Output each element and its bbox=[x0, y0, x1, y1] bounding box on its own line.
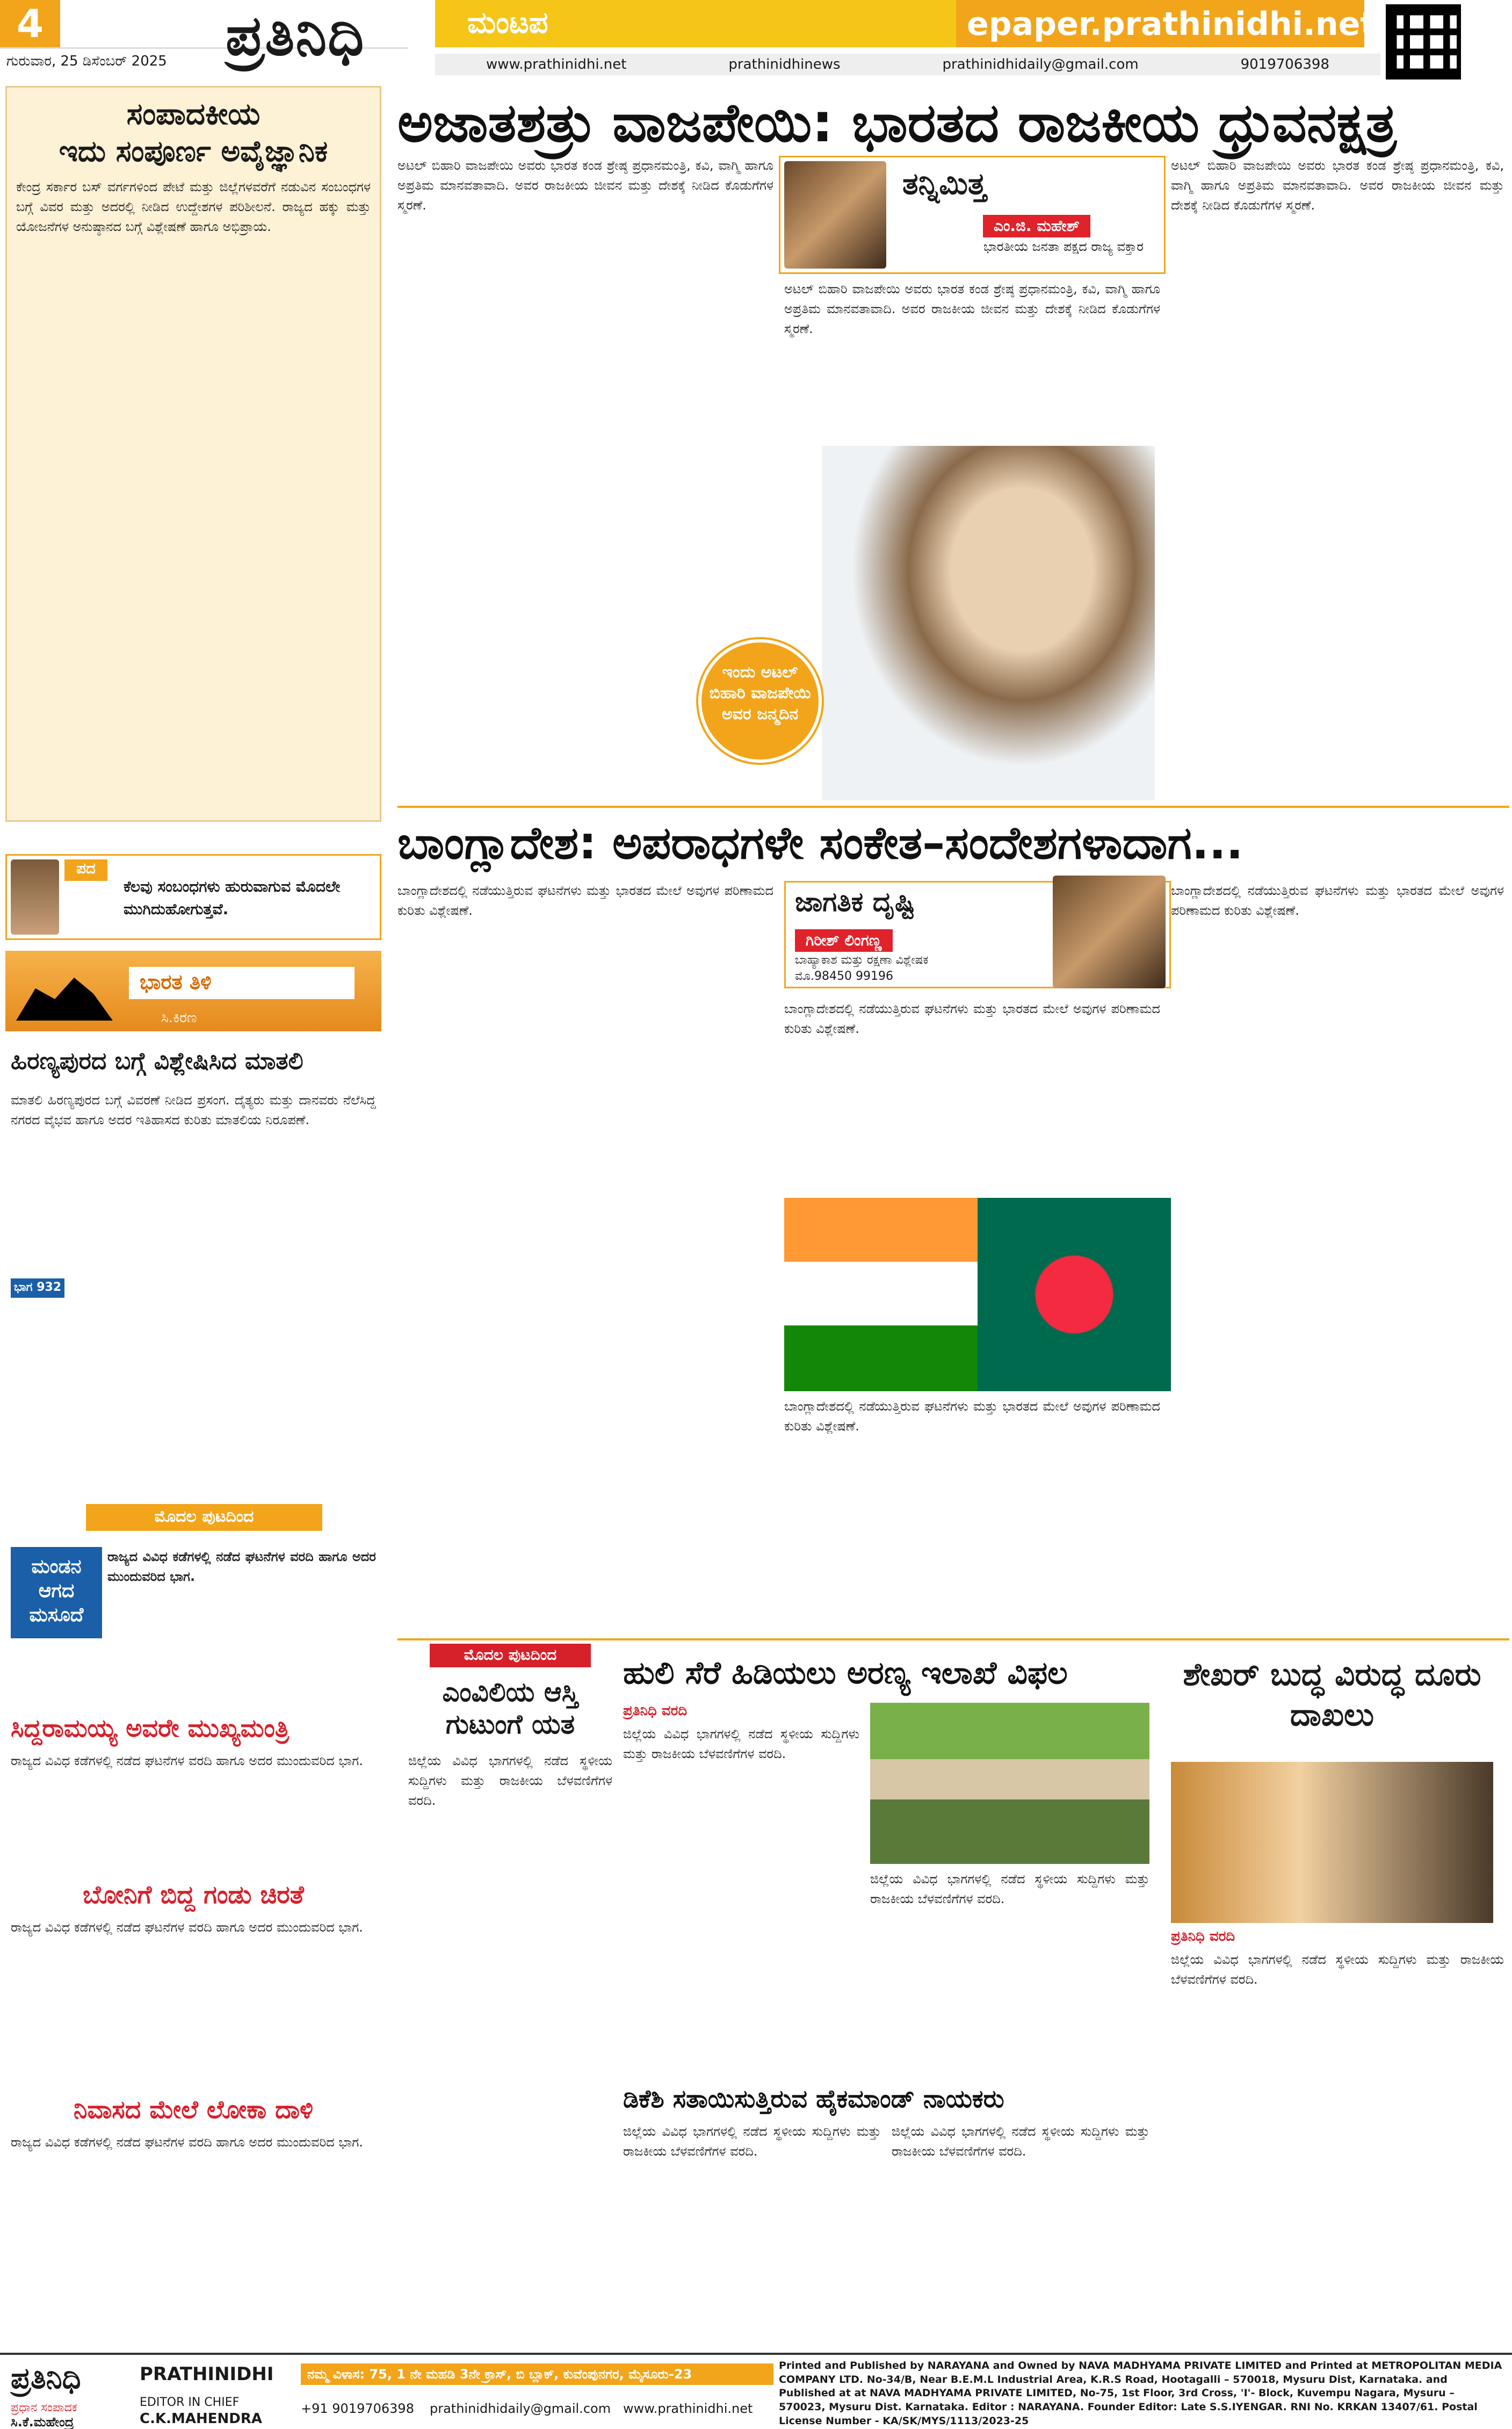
second-body-col2: ಬಾಂಗ್ಲಾದೇಶದಲ್ಲಿ ನಡೆಯುತ್ತಿರುವ ಘಟನೆಗಳು ಮತ್ತು ಭಾರತದ ಮೇಲೆ ಅವುಗಳ ಪರಿಣಾಮದ ಕುರಿತು ವಿಶ್ಲೇಷಣೆ. bbox=[784, 1001, 1160, 1037]
lead-body-col3: ಅಟಲ್ ಬಿಹಾರಿ ವಾಜಪೇಯಿ ಅವರು ಭಾರತ ಕಂಡ ಶ್ರೇಷ್ಠ ಪ್ರಧಾನಮಂತ್ರಿ, ಕವಿ, ವಾಗ್ಮಿ ಹಾಗೂ ಅಪ್ರತಿಮ ಮಾನವತಾವಾದಿ. ಅವರ ರಾಜಕೀಯ ಜೀವನ ಮತ್ತು ದೇಶಕ್ಕೆ ನೀಡಿದ ಕೊಡುಗೆಗಳ ಸ್ಮರಣೆ. bbox=[1171, 158, 1504, 213]
second-column-name: ಜಾಗತಿಕ ದೃಷ್ಟಿ bbox=[795, 886, 915, 917]
india-flag bbox=[784, 1198, 978, 1391]
second-columnist-photo bbox=[1053, 876, 1166, 988]
footer-address: ನಮ್ಮ ವಿಳಾಸ: 75, 1 ನೇ ಮಹಡಿ 3ನೇ ಕ್ರಾಸ್, ಬಿ ಬ್ಲಾಕ್, ಕುವೆಂಪುನಗರ, ಮೈಸೂರು-23 bbox=[301, 2363, 773, 2385]
footer-phone: +91 9019706398 bbox=[301, 2401, 414, 2416]
epaper-link[interactable]: epaper.prathinidhi.net bbox=[956, 0, 1364, 47]
section-name: ಮಂಟಪ bbox=[435, 0, 983, 47]
columnist-role: ಭಾರತೀಯ ಜನತಾ ಪಕ್ಷದ ರಾಜ್ಯ ವಕ್ತಾರ bbox=[983, 239, 1144, 254]
shekhar-source: ಪ್ರತಿನಿಧಿ ವರದಿ bbox=[1171, 1928, 1235, 1944]
divider bbox=[397, 1638, 1509, 1640]
lead-body-col1: ಅಟಲ್ ಬಿಹಾರಿ ವಾಜಪೇಯಿ ಅವರು ಭಾರತ ಕಂಡ ಶ್ರೇಷ್ಠ ಪ್ರಧಾನಮಂತ್ರಿ, ಕವಿ, ವಾಗ್ಮಿ ಹಾಗೂ ಅಪ್ರತಿಮ ಮಾನವತಾವಾದಿ. ಅವರ ರಾಜಕೀಯ ಜೀವನ ಮತ್ತು ದೇಶಕ್ಕೆ ನೀಡಿದ ಕೊಡುಗೆಗಳ ಸ್ಮರಣೆ. bbox=[397, 158, 773, 213]
footer-chief-en-name: C.K.MAHENDRA bbox=[140, 2411, 262, 2427]
dks-title: ಡಿಕೆಶಿ ಸತಾಯಿಸುತ್ತಿರುವ ಹೈಕಮಾಂಡ್ ನಾಯಕರು bbox=[623, 2084, 1004, 2113]
shekhar-body: ಜಿಲ್ಲೆಯ ವಿವಿಧ ಭಾಗಗಳಲ್ಲಿ ನಡೆದ ಸ್ಥಳೀಯ ಸುದ್ದಿಗಳು ಮತ್ತು ರಾಜಕೀಯ ಬೆಳವಣಿಗೆಗಳ ವರದಿ. bbox=[1171, 1952, 1504, 1987]
footer-imprint: Printed and Published by NARAYANA and Owned by NAVA MADHYAMA PRIVATE LIMITED and Printed at METROPOLITAN MEDIA COMPANY LTD. No-34/B, Near B.E.M.L Industrial Area, K.R.S Road, Hootagalli – 570018, Mysuru Dist, Karnataka. and Published at at NAVA MADHYAMA PRIVATE LIMITED, No-75, 1st Floor, 3rd Cross, 'I'- Block, Kuvempu Nagara, Mysuru – 570023, Mysuru Dist. Karnataka. Editor : NARAYANA. Founder Editor: Late S.S.IYENGAR. RNI No. KRKAN 13407/61. Postal License Number - KA/SK/MYS/1113/2023-25 bbox=[779, 2360, 1502, 2427]
pada-label: ಪದ bbox=[64, 859, 107, 881]
bangladesh-flag bbox=[978, 1198, 1171, 1391]
shekhar-photo bbox=[1171, 1762, 1493, 1923]
huli-body-col1: ಜಿಲ್ಲೆಯ ವಿವಿಧ ಭಾಗಗಳಲ್ಲಿ ನಡೆದ ಸ್ಥಳೀಯ ಸುದ್ದಿಗಳು ಮತ್ತು ರಾಜಕೀಯ ಬೆಳವಣಿಗೆಗಳ ವರದಿ. bbox=[623, 1726, 859, 1762]
vajpayee-photo bbox=[822, 446, 1155, 800]
bottom-first-label: ಮೊದಲ ಪುಟದಿಂದ bbox=[430, 1644, 591, 1667]
niwasa-title: ನಿವಾಸದ ಮೇಲೆ ಲೋಕಾ ದಾಳಿ bbox=[73, 2095, 314, 2124]
emv-body: ಜಿಲ್ಲೆಯ ವಿವಿಧ ಭಾಗಗಳಲ್ಲಿ ನಡೆದ ಸ್ಥಳೀಯ ಸುದ್ದಿಗಳು ಮತ್ತು ರಾಜಕೀಯ ಬೆಳವಣಿಗೆಗಳ ವರದಿ. bbox=[408, 1753, 612, 1809]
qr-code-icon bbox=[1386, 4, 1461, 79]
editorial-body: ಕೇಂದ್ರ ಸರ್ಕಾರ ಬಸ್ ವರ್ಗಗಳಿಂದ ಪೇಟೆ ಮತ್ತು ಜಿಲ್ಲೆಗಳವರೆಗೆ ನಡುವಿನ ಸಂಬಂಧಗಳ ಬಗ್ಗೆ ವಿವರ ಮತ್ತು ಅದರಲ್ಲಿ ನೀಡಿದ ಉದ್ದೇಶಗಳ ಪರಿಶೀಲನೆ. ರಾಜ್ಯದ ಹಕ್ಕು ಮತ್ತು ಯೋಜನೆಗಳ ಅನುಷ್ಠಾನದ ಬಗ್ಗೆ ವಿಶ್ಲೇಷಣೆ ಹಾಗೂ ಅಭಿಪ್ರಾಯ. bbox=[16, 179, 371, 235]
email-link[interactable]: prathinidhidaily@gmail.com bbox=[942, 56, 1139, 73]
second-columnist-role: ಬಾಹ್ಯಾಕಾಶ ಮತ್ತು ರಕ್ಷಣಾ ವಿಶ್ಲೇಷಕ bbox=[795, 953, 929, 967]
columnist-photo bbox=[784, 161, 886, 269]
mandana-body: ರಾಜ್ಯದ ವಿವಿಧ ಕಡೆಗಳಲ್ಲಿ ನಡೆದ ಘಟನೆಗಳ ವರದಿ ಹಾಗೂ ಅದರ ಮುಂದುವರಿದ ಭಾಗ. bbox=[107, 1549, 376, 1585]
siddaramaiah-body: ರಾಜ್ಯದ ವಿವಿಧ ಕಡೆಗಳಲ್ಲಿ ನಡೆದ ಘಟನೆಗಳ ವರದಿ ಹಾಗೂ ಅದರ ಮುಂದುವರಿದ ಭಾಗ. bbox=[11, 1753, 363, 1768]
date: ಗುರುವಾರ, 25 ಡಿಸೆಂಬರ್ 2025 bbox=[0, 47, 408, 72]
second-columnist-name: ಗಿರೀಶ್ ಲಿಂಗಣ್ಣ bbox=[795, 929, 893, 952]
footer-web[interactable]: www.prathinidhi.net bbox=[623, 2401, 753, 2416]
second-body-col2b: ಬಾಂಗ್ಲಾದೇಶದಲ್ಲಿ ನಡೆಯುತ್ತಿರುವ ಘಟನೆಗಳು ಮತ್ತು ಭಾರತದ ಮೇಲೆ ಅವುಗಳ ಪರಿಣಾಮದ ಕುರಿತು ವಿಶ್ಲೇಷಣೆ. bbox=[784, 1399, 1160, 1434]
niwasa-body: ರಾಜ್ಯದ ವಿವಿಧ ಕಡೆಗಳಲ್ಲಿ ನಡೆದ ಘಟನೆಗಳ ವರದಿ ಹಾಗೂ ಅದರ ಮುಂದುವರಿದ ಭಾಗ. bbox=[11, 2135, 363, 2150]
newspaper-logo: ಪ್ರತಿನಿಧಿ bbox=[226, 2, 365, 68]
bharata-part: ಭಾಗ 932 bbox=[11, 1278, 64, 1298]
columnist-name: ಎಂ.ಜಿ. ಮಹೇಶ್ bbox=[983, 215, 1090, 237]
siddaramaiah-title: ಸಿದ್ದರಾಮಯ್ಯ ಅವರೇ ಮುಖ್ಯಮಂತ್ರಿ bbox=[11, 1714, 290, 1743]
first-page-label: ಮೊದಲ ಪುಟದಿಂದ bbox=[86, 1504, 322, 1531]
lead-body-col2: ಅಟಲ್ ಬಿಹಾರಿ ವಾಜಪೇಯಿ ಅವರು ಭಾರತ ಕಂಡ ಶ್ರೇಷ್ಠ ಪ್ರಧಾನಮಂತ್ರಿ, ಕವಿ, ವಾಗ್ಮಿ ಹಾಗೂ ಅಪ್ರತಿಮ ಮಾನವತಾವಾದಿ. ಅವರ ರಾಜಕೀಯ ಜೀವನ ಮತ್ತು ದೇಶಕ್ಕೆ ನೀಡಿದ ಕೊಡುಗೆಗಳ ಸ್ಮರಣೆ. bbox=[784, 281, 1160, 337]
boney-title: ಬೋನಿಗೆ ಬಿದ್ದ ಗಂಡು ಚಿರತೆ bbox=[83, 1880, 304, 1909]
shekhar-title: ಶೇಖರ್ ಬುದ್ಧ ವಿರುದ್ಧ ದೂರು ದಾಖಲು bbox=[1183, 1656, 1481, 1733]
bharata-label: ಭಾರತ ತಿಳಿ bbox=[129, 967, 355, 999]
column-name: ತನ್ನಿಮಿತ್ತ bbox=[902, 167, 987, 201]
second-columnist-phone: ಮೊ.98450 99196 bbox=[795, 970, 893, 983]
emv-title: ಎಂವಿಲಿಯ ಆಸ್ತಿ ಗುಟುಂಗೆ ಯತ bbox=[442, 1676, 578, 1740]
dks-body-col1: ಜಿಲ್ಲೆಯ ವಿವಿಧ ಭಾಗಗಳಲ್ಲಿ ನಡೆದ ಸ್ಥಳೀಯ ಸುದ್ದಿಗಳು ಮತ್ತು ರಾಜಕೀಯ ಬೆಳವಣಿಗೆಗಳ ವರದಿ. bbox=[623, 2124, 881, 2159]
mandana-badge: ಮಂಡನ ಆಗದ ಮಸೂದೆ bbox=[11, 1547, 102, 1638]
second-body-col1: ಬಾಂಗ್ಲಾದೇಶದಲ್ಲಿ ನಡೆಯುತ್ತಿರುವ ಘಟನೆಗಳು ಮತ್ತು ಭಾರತದ ಮೇಲೆ ಅವುಗಳ ಪರಿಣಾಮದ ಕುರಿತು ವಿಶ್ಲೇಷಣೆ. bbox=[397, 883, 773, 919]
bharata-title: ಹಿರಣ್ಯಪುರದ ಬಗ್ಗೆ ವಿಶ್ಲೇಷಿಸಿದ ಮಾತಲಿ bbox=[11, 1047, 303, 1075]
huli-body-col2: ಜಿಲ್ಲೆಯ ವಿವಿಧ ಭಾಗಗಳಲ್ಲಿ ನಡೆದ ಸ್ಥಳೀಯ ಸುದ್ದಿಗಳು ಮತ್ತು ರಾಜಕೀಯ ಬೆಳವಣಿಗೆಗಳ ವರದಿ. bbox=[870, 1871, 1149, 1907]
footer-chief-name: ಸಿ.ಕೆ.ಮಹೇಂದ್ರ bbox=[11, 2414, 74, 2429]
footer-email[interactable]: prathinidhidaily@gmail.com bbox=[430, 2401, 611, 2416]
second-body-col3: ಬಾಂಗ್ಲಾದೇಶದಲ್ಲಿ ನಡೆಯುತ್ತಿರುವ ಘಟನೆಗಳು ಮತ್ತು ಭಾರತದ ಮೇಲೆ ಅವುಗಳ ಪರಿಣಾಮದ ಕುರಿತು ವಿಶ್ಲೇಷಣೆ. bbox=[1171, 883, 1504, 919]
editorial-kicker: ಸಂಪಾದಕೀಯ bbox=[126, 97, 261, 132]
second-headline: ಬಾಂಗ್ಲಾದೇಶ: ಅಪರಾಧಗಳೇ ಸಂಕೇತ–ಸಂದೇಶಗಳಾದಾಗ... bbox=[397, 816, 1243, 869]
divider bbox=[397, 806, 1509, 808]
birthday-badge: ಇಂದು ಅಟಲ್ ಬಿಹಾರಿ ವಾಜಪೇಯಿ ಅವರ ಜನ್ಮದಿನ bbox=[698, 639, 822, 763]
huli-source: ಪ್ರತಿನಿಧಿ ವರದಿ bbox=[623, 1703, 688, 1719]
footer-chief-label: ಪ್ರಧಾನ ಸಂಪಾದಕ bbox=[11, 2401, 77, 2414]
contact-strip bbox=[435, 54, 1380, 75]
editorial-title: ಇದು ಸಂಪೂರ್ಣ ಅವೈಜ್ಞಾನಿಕ bbox=[59, 134, 328, 168]
footer-chief-en-label: EDITOR IN CHIEF bbox=[140, 2396, 240, 2409]
dks-body-col2: ಜಿಲ್ಲೆಯ ವಿವಿಧ ಭಾಗಗಳಲ್ಲಿ ನಡೆದ ಸ್ಥಳೀಯ ಸುದ್ದಿಗಳು ಮತ್ತು ರಾಜಕೀಯ ಬೆಳವಣಿಗೆಗಳ ವರದಿ. bbox=[892, 2124, 1149, 2159]
social-handle[interactable]: prathinidhinews bbox=[728, 56, 841, 73]
bharata-author: ಸಿ.ಕಿರಣ bbox=[161, 1010, 197, 1026]
footer-logo-en: PRATHINIDHI bbox=[140, 2363, 274, 2385]
huli-photo bbox=[870, 1703, 1149, 1864]
boney-body: ರಾಜ್ಯದ ವಿವಿಧ ಕಡೆಗಳಲ್ಲಿ ನಡೆದ ಘಟನೆಗಳ ವರದಿ ಹಾಗೂ ಅದರ ಮುಂದುವರಿದ ಭಾಗ. bbox=[11, 1920, 363, 1935]
pada-text: ಕೆಲವು ಸಂಬಂಧಗಳು ಹುರುವಾಗುವ ಮೊದಲೇ ಮುಗಿದುಹೋಗುತ್ತವೆ. bbox=[124, 878, 341, 918]
page-number: 4 bbox=[0, 0, 60, 47]
lead-headline: ಅಜಾತಶತ್ರು ವಾಜಪೇಯಿ: ಭಾರತದ ರಾಜಕೀಯ ಧ್ರುವನಕ್ಷತ್ರ bbox=[397, 91, 1397, 154]
web-link[interactable]: www.prathinidhi.net bbox=[486, 56, 627, 73]
phone-number: 9019706398 bbox=[1240, 56, 1330, 73]
bharata-body: ಮಾತಲಿ ಹಿರಣ್ಯಪುರದ ಬಗ್ಗೆ ವಿವರಣೆ ನೀಡಿದ ಪ್ರಸಂಗ. ದೈತ್ಯರು ಮತ್ತು ದಾನವರು ನೆಲೆಸಿದ್ದ ನಗರದ ವೈಭವ ಹಾಗೂ ಅದರ ಇತಿಹಾಸದ ಕುರಿತು ಮಾತಲಿಯ ನಿರೂಪಣೆ. bbox=[11, 1093, 376, 1128]
cartoonist-avatar bbox=[11, 859, 59, 935]
footer-logo: ಪ್ರತಿನಿಧಿ bbox=[11, 2361, 81, 2395]
huli-title: ಹುಲಿ ಸೆರೆ ಹಿಡಿಯಲು ಅರಣ್ಯ ಇಲಾಖೆ ವಿಫಲ bbox=[623, 1654, 1068, 1691]
